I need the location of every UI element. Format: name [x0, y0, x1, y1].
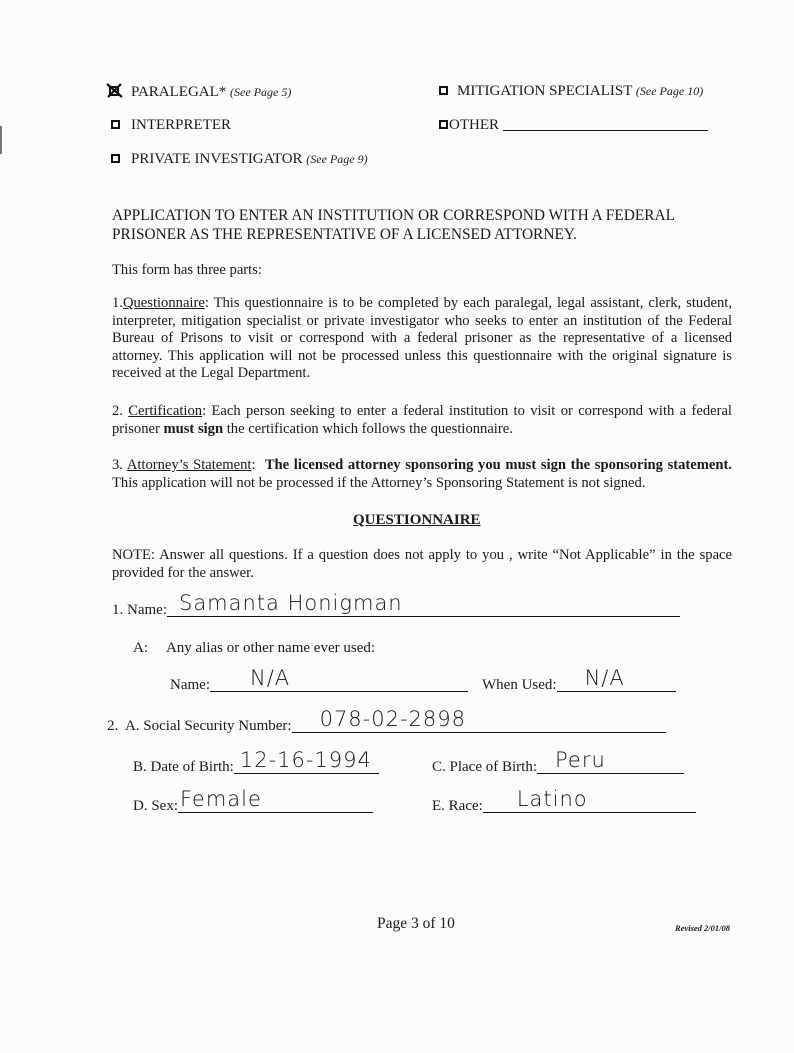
- mitigation-checkbox[interactable]: [439, 86, 448, 95]
- part3-number: 3.: [112, 457, 123, 473]
- pob-label: C. Place of Birth:: [432, 759, 537, 775]
- ssn-input-line[interactable]: [292, 707, 666, 733]
- part2-title: Certification: [128, 403, 203, 419]
- scan-edge-mark: [0, 126, 2, 154]
- part3-bold: The licensed attorney sponsoring you must sign the sponsoring statement.: [264, 457, 733, 473]
- when-used-label: When Used:: [482, 677, 557, 693]
- sex-value: Female: [180, 787, 262, 811]
- part2-paragraph: [112, 403, 732, 438]
- role-other[interactable]: [439, 117, 708, 134]
- part3-paragraph: [112, 457, 732, 492]
- race-input-line[interactable]: [483, 787, 696, 813]
- part2-text-b: the certification which follows the questionnaire.: [223, 420, 513, 437]
- investigator-note: (See Page 9): [306, 152, 368, 166]
- mitigation-note: (See Page 10): [635, 84, 704, 98]
- investigator-checkbox[interactable]: [111, 154, 120, 163]
- role-paralegal[interactable]: [106, 83, 291, 101]
- name-field[interactable]: [112, 591, 680, 619]
- alias-letter: A:: [133, 640, 148, 656]
- paralegal-checkbox[interactable]: [106, 83, 123, 98]
- race-label: E. Race:: [432, 798, 483, 814]
- sex-field[interactable]: [133, 787, 373, 815]
- questionnaire-title: QUESTIONNAIRE: [353, 512, 481, 528]
- part2-text-a: : Each person seeking to enter a federal institution to visit or correspond with a federal prisoner: [112, 403, 732, 437]
- role-interpreter[interactable]: [111, 117, 231, 134]
- paralegal-label: PARALEGAL*: [131, 84, 227, 100]
- name-label: 1. Name:: [112, 602, 167, 618]
- sex-input-line[interactable]: [178, 787, 373, 813]
- alias-prompt-row: [133, 640, 375, 657]
- part3-title: Attorney’s Statement: [126, 457, 252, 473]
- role-private-investigator[interactable]: [111, 151, 368, 168]
- ssn-field[interactable]: [107, 707, 666, 735]
- interpreter-checkbox[interactable]: [111, 120, 120, 129]
- when-used-value: N/A: [584, 666, 625, 690]
- other-input-line[interactable]: [503, 117, 708, 131]
- part1-number: 1.: [112, 295, 123, 311]
- alias-name-field[interactable]: [170, 666, 468, 694]
- part1-text: : This questionnaire is to be completed by each paralegal, legal assistant, clerk, student, interpreter, mitigation specialist or private investigator who seeks to enter an institution of the Federal Bureau of Prisons to visit or correspond with a federal prisoner as the representative of a licensed attorney. This application will not be processed unless this questionnaire with the original signature is received at the Legal Department.: [112, 295, 732, 382]
- dob-input-line[interactable]: [234, 748, 379, 774]
- race-value: Latino: [516, 787, 588, 811]
- form-heading: APPLICATION TO ENTER AN INSTITUTION OR CORRESPOND WITH A FEDERAL PRISONER AS THE REPRESENTATIVE OF A LICENSED ATTORNEY.: [112, 207, 675, 243]
- intro-text: This form has three parts:: [112, 262, 262, 278]
- when-used-input-line[interactable]: [557, 666, 676, 692]
- mitigation-label: MITIGATION SPECIALIST: [457, 83, 633, 99]
- revised-date: Revised 2/01/08: [675, 923, 731, 933]
- race-field[interactable]: [432, 787, 696, 815]
- other-checkbox[interactable]: [439, 120, 448, 129]
- alias-prompt: Any alias or other name ever used:: [165, 640, 376, 656]
- paralegal-note: (See Page 5): [230, 85, 292, 99]
- alias-name-label: Name:: [170, 677, 210, 693]
- pob-value: Peru: [555, 748, 606, 772]
- ssn-label: A. Social Security Number:: [124, 718, 292, 734]
- when-used-field[interactable]: [482, 666, 676, 694]
- alias-name-value: N/A: [249, 666, 291, 690]
- ssn-value: 078-02-2898: [319, 707, 466, 731]
- other-label: OTHER: [449, 117, 499, 133]
- dob-value: 12-16-1994: [239, 748, 372, 772]
- part3-text: This application will not be processed if the Attorney’s Sponsoring Statement is not signed.: [112, 474, 646, 491]
- alias-name-input-line[interactable]: [210, 666, 468, 692]
- part2-number: 2.: [112, 403, 123, 419]
- sex-label: D. Sex:: [133, 798, 178, 814]
- part2-bold: must sign: [163, 420, 224, 437]
- role-mitigation-specialist[interactable]: [439, 83, 703, 100]
- pob-input-line[interactable]: [537, 748, 684, 774]
- interpreter-label: INTERPRETER: [131, 117, 231, 133]
- name-value: Samanta Honigman: [178, 591, 403, 615]
- note-text: NOTE: Answer all questions. If a question does not apply to you , write “Not Applicable” in the space provided for the answer.: [112, 547, 732, 581]
- part3-colon: :: [251, 457, 256, 473]
- part1-paragraph: [112, 295, 732, 383]
- page-number: Page 3 of 10: [377, 915, 455, 932]
- investigator-label: PRIVATE INVESTIGATOR: [131, 151, 303, 167]
- pob-field[interactable]: [432, 748, 684, 776]
- checkmark-x-icon: [106, 83, 123, 98]
- part1-title: Questionnaire: [122, 295, 205, 311]
- dob-label: B. Date of Birth:: [133, 759, 234, 775]
- q2-number: 2.: [107, 718, 119, 734]
- dob-field[interactable]: [133, 748, 379, 776]
- name-input-line[interactable]: [167, 591, 680, 617]
